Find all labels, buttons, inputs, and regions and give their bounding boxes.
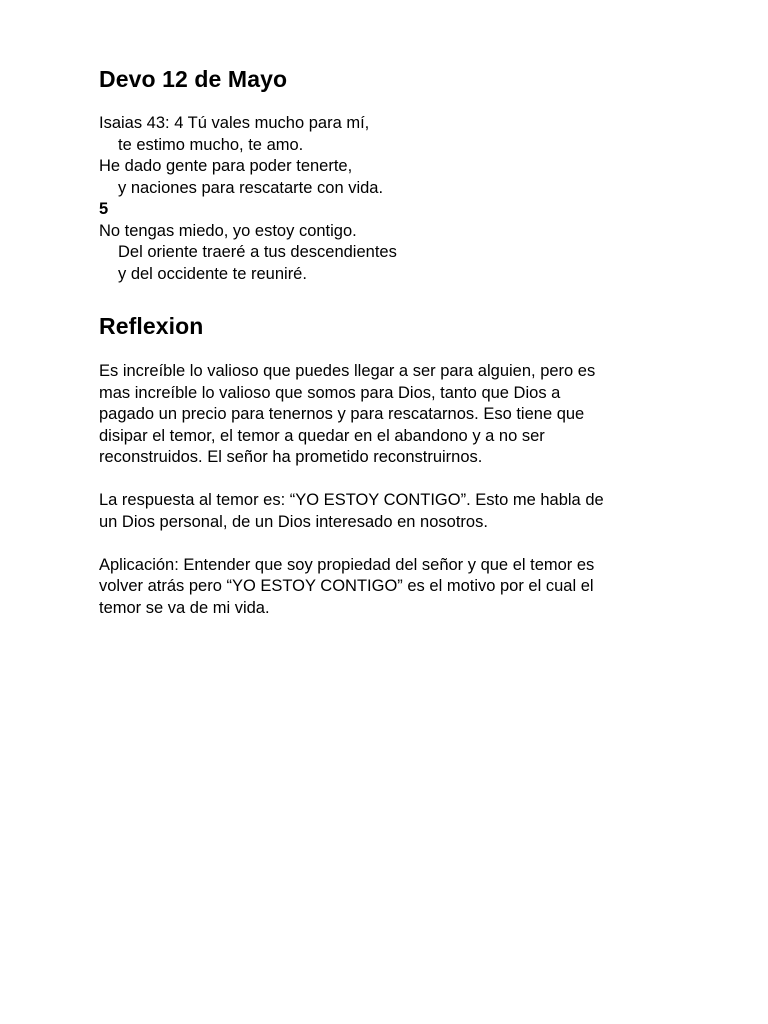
paragraph: Aplicación: Entender que soy propiedad del señor y que el temor es volver atrás pero “YO ESTOY CONTIGO” es el motivo por el cual el temor se va de mi vida. xyxy=(99,555,595,617)
verse-line: No tengas miedo, yo estoy contigo. xyxy=(99,221,357,240)
verse-line: Del oriente traeré a tus descendientes xyxy=(118,243,397,261)
verse-line: He dado gente para poder tenerte, xyxy=(99,157,353,175)
document-page xyxy=(99,62,679,641)
page-title: Devo 12 de Mayo xyxy=(99,66,288,92)
paragraph: La respuesta al temor es: “YO ESTOY CONTIGO”. Esto me habla de un Dios personal, de un Dios interesado en nosotros. xyxy=(99,491,604,531)
verse-line: y del occidente te reuniré. xyxy=(118,264,307,283)
section-heading-reflexion: Reflexion xyxy=(99,313,204,339)
verse-line: Isaias 43: 4 Tú vales mucho para mí, xyxy=(99,114,370,132)
paragraph: Es increíble lo valioso que puedes llegar a ser para alguien, pero es mas increíble lo valioso que somos para Dios, tanto que Dios a pagado un precio para tenernos y para rescatarnos. Eso tiene que disipar el temor, el temor a quedar en el abandono y a no ser reconstruidos. El señor ha prometido reconstruirnos. xyxy=(99,362,596,466)
verse-line: y naciones para rescatarte con vida. xyxy=(118,178,384,197)
verse-line: te estimo mucho, te amo. xyxy=(118,135,304,154)
verse-block xyxy=(99,113,679,285)
verse-number: 5 xyxy=(99,200,109,218)
